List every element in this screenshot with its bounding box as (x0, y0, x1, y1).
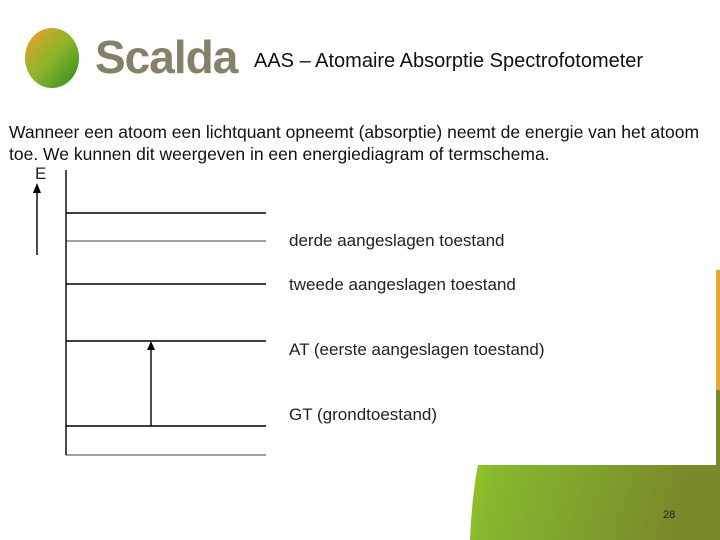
level-label-first: AT (eerste aangeslagen toestand) (289, 340, 545, 359)
arrowhead-icon (33, 183, 41, 193)
logo: Scalda (95, 31, 238, 83)
intro-text: Wanneer een atoom een lichtquant opneemt (absorptie) neemt de energie van het atoom toe. We kunnen dit weergeven in een energiediagram of termschema. (9, 122, 700, 164)
level-label-second: tweede aangeslagen toestand (289, 275, 516, 294)
level-label-ground: GT (grondtoestand) (289, 405, 438, 424)
slide-title: AAS – Atomaire Absorptie Spectrofotometer (254, 50, 644, 72)
energy-axis-label: E (35, 164, 47, 183)
page-number: 28 (663, 509, 676, 521)
level-label-third: derde aangeslagen toestand (289, 231, 505, 250)
arrowhead-icon (147, 341, 155, 350)
